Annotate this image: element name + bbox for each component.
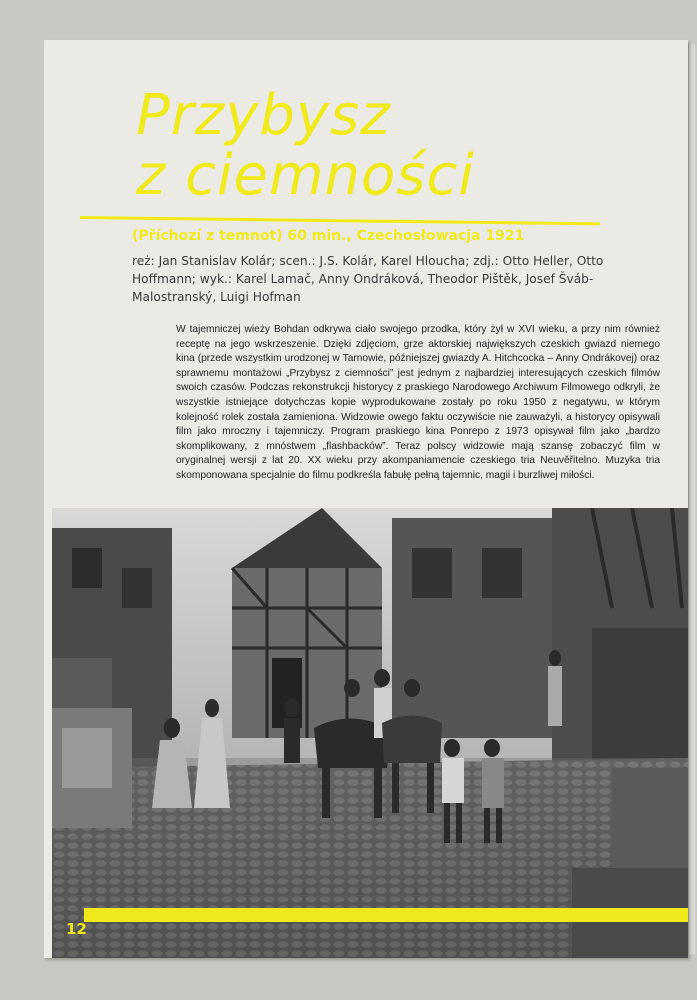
- title-underline: [80, 216, 600, 225]
- bottom-yellow-band: [84, 908, 688, 922]
- film-still-photo: [52, 508, 688, 958]
- article-body: W tajemniczej wieży Bohdan odkrywa ciało swojego przodka, który żył w XVI wieku, a przy nim również receptę na jego wskrzeszenie. Dzięki zdjęciom, grze aktorskiej największych czeskich gwiazd niemego kina (przede wszystkim urodzonej w Tarnowie, późniejszej gwiazdy A. Hitchcocka – Anny Ondrákovej) oraz sprawnemu montażowi „Przybysz z ciemności” jest jednym z najbardziej interesujących czeskich filmów swoich czasów. Podczas rekonstrukcji historycy z praskiego Narodowego Archiwum Filmowego odkryli, że wszystkie istniejące dotychczas kopie wyprodukowane zostały po roku 1950 z negatywu, w którym kolejność rolek została zamieniona. Widzowie owego faktu oczywiście nie zauważyli, a historycy opisywali film jako mroczny i tajemniczy. Program praskiego kina Ponrepo z 1973 opisywał film jako „bardzo skomplikowany, z mnóstwem „flashbacków”. Teraz polscy widzowie mają szansę zobaczyć film w oryginalnej wersji z lat 20. XX wieku przy akompaniamencie czeskiego tria Neuvěřitelno. Muzyka tria skomponowana specjalnie do filmu podkreśla fabułę pełną tajemnic, magii i burzliwej miłości.: [176, 324, 660, 481]
- magazine-page: [44, 40, 688, 958]
- article-subtitle: (Příchozí z temnot) 60 min., Czechosłowacja 1921: [132, 228, 525, 244]
- page-edge: [688, 44, 695, 954]
- film-credits: reż: Jan Stanislav Kolár; scen.: J.S. Kolár, Karel Hloucha; zdj.: Otto Heller, Otto Hoffmann; wyk.: Karel Lamač, Anny Ondráková, Theodor Pištěk, Josef Šváb-Malostranský, Luigi Hofman: [132, 254, 604, 304]
- article-title: [136, 83, 475, 208]
- title-line-2: z ciemności: [136, 143, 475, 208]
- page-number: 12: [66, 920, 87, 938]
- title-line-1: Przybysz: [136, 83, 391, 148]
